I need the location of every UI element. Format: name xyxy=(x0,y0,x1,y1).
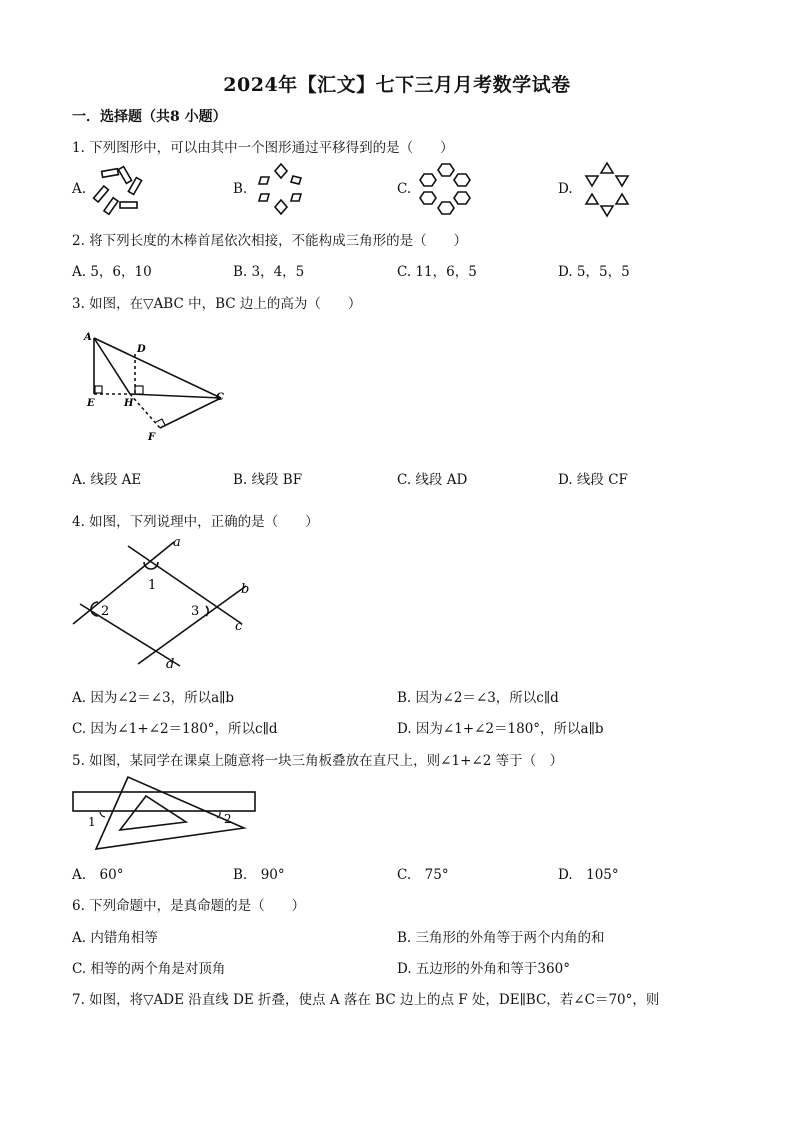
q1-figure-a xyxy=(94,164,150,218)
question-4-stem: 4. 如图，下列说理中，正确的是（ ） xyxy=(72,514,319,530)
q2-option-d: D. 5，5，5 xyxy=(558,264,630,280)
q3-label-c: C xyxy=(216,392,224,403)
question-7-stem: 7. 如图，将▽ADE 沿直线 DE 折叠，使点 A 落在 BC 边上的点 F 处，DE∥BC，若∠C＝70°，则 xyxy=(72,992,660,1008)
q1-option-b-label: B. xyxy=(233,181,248,197)
question-3-stem: 3. 如图，在▽ABC 中，BC 边上的高为（ ） xyxy=(72,296,362,312)
q5-angle-2-label: 2 xyxy=(224,812,232,826)
question-2-stem: 2. 将下列长度的木棒首尾依次相接，不能构成三角形的是（ ） xyxy=(72,233,468,249)
q1-option-a-label: A. xyxy=(72,181,87,197)
question-1-stem: 1. 下列图形中，可以由其中一个图形通过平移得到的是（ ） xyxy=(72,140,454,156)
q5-option-a: A. 60° xyxy=(72,867,124,883)
question-5-stem: 5. 如图，某同学在课桌上随意将一块三角板叠放在直尺上，则∠1+∠2 等于（ ） xyxy=(72,753,564,769)
q4-option-c: C. 因为∠1+∠2＝180°，所以c∥d xyxy=(72,721,278,737)
page-title: 2024年【汇文】七下三月月考数学试卷 xyxy=(223,74,571,96)
q4-label-c: c xyxy=(235,619,243,634)
q1-figure-c xyxy=(418,160,474,218)
q6-option-b: B. 三角形的外角等于两个内角的和 xyxy=(397,930,605,946)
q4-label-b: b xyxy=(241,582,250,597)
q6-option-c: C. 相等的两个角是对顶角 xyxy=(72,961,226,977)
q1-figure-d xyxy=(582,160,634,218)
q3-label-e: E xyxy=(87,398,95,409)
q2-option-c: C. 11，6，5 xyxy=(397,264,477,280)
q4-label-3: 3 xyxy=(191,604,200,619)
q3-option-c: C. 线段 AD xyxy=(397,472,468,488)
q6-option-a: A. 内错角相等 xyxy=(72,930,158,946)
q4-option-b: B. 因为∠2＝∠3，所以c∥d xyxy=(397,690,559,706)
q3-label-h: H xyxy=(124,398,134,409)
q4-option-a: A. 因为∠2＝∠3，所以a∥b xyxy=(72,690,235,706)
q5-option-c: C. 75° xyxy=(397,867,449,883)
q5-option-b: B. 90° xyxy=(233,867,285,883)
q3-option-d: D. 线段 CF xyxy=(558,472,628,488)
q2-option-a: A. 5，6，10 xyxy=(72,264,152,280)
q3-option-a: A. 线段 AE xyxy=(72,472,142,488)
q3-option-b: B. 线段 BF xyxy=(233,472,303,488)
q1-option-d-label: D. xyxy=(558,181,573,197)
question-6-stem: 6. 下列命题中，是真命题的是（ ） xyxy=(72,898,306,914)
section-heading: 一．选择题（共8 小题） xyxy=(72,109,227,125)
q3-triangle-figure xyxy=(80,328,230,448)
q4-option-d: D. 因为∠1+∠2＝180°，所以a∥b xyxy=(397,721,604,737)
q4-label-d: d xyxy=(166,657,175,672)
q5-angle-1-label: 1 xyxy=(88,815,96,829)
q3-label-f: F xyxy=(148,432,156,443)
q5-ruler-triangle-figure xyxy=(70,774,260,854)
q5-option-d: D. 105° xyxy=(558,867,619,883)
q6-option-d: D. 五边形的外角和等于360° xyxy=(397,961,570,977)
q1-figure-b xyxy=(255,162,307,218)
q4-parallel-lines-figure xyxy=(70,536,260,672)
q3-label-d: D xyxy=(137,344,146,355)
q2-option-b: B. 3，4，5 xyxy=(233,264,305,280)
q4-label-2: 2 xyxy=(101,604,110,619)
q4-label-a: a xyxy=(173,535,181,550)
q4-label-1: 1 xyxy=(148,578,157,593)
q3-label-a: A xyxy=(84,332,92,343)
q1-option-c-label: C. xyxy=(397,181,412,197)
